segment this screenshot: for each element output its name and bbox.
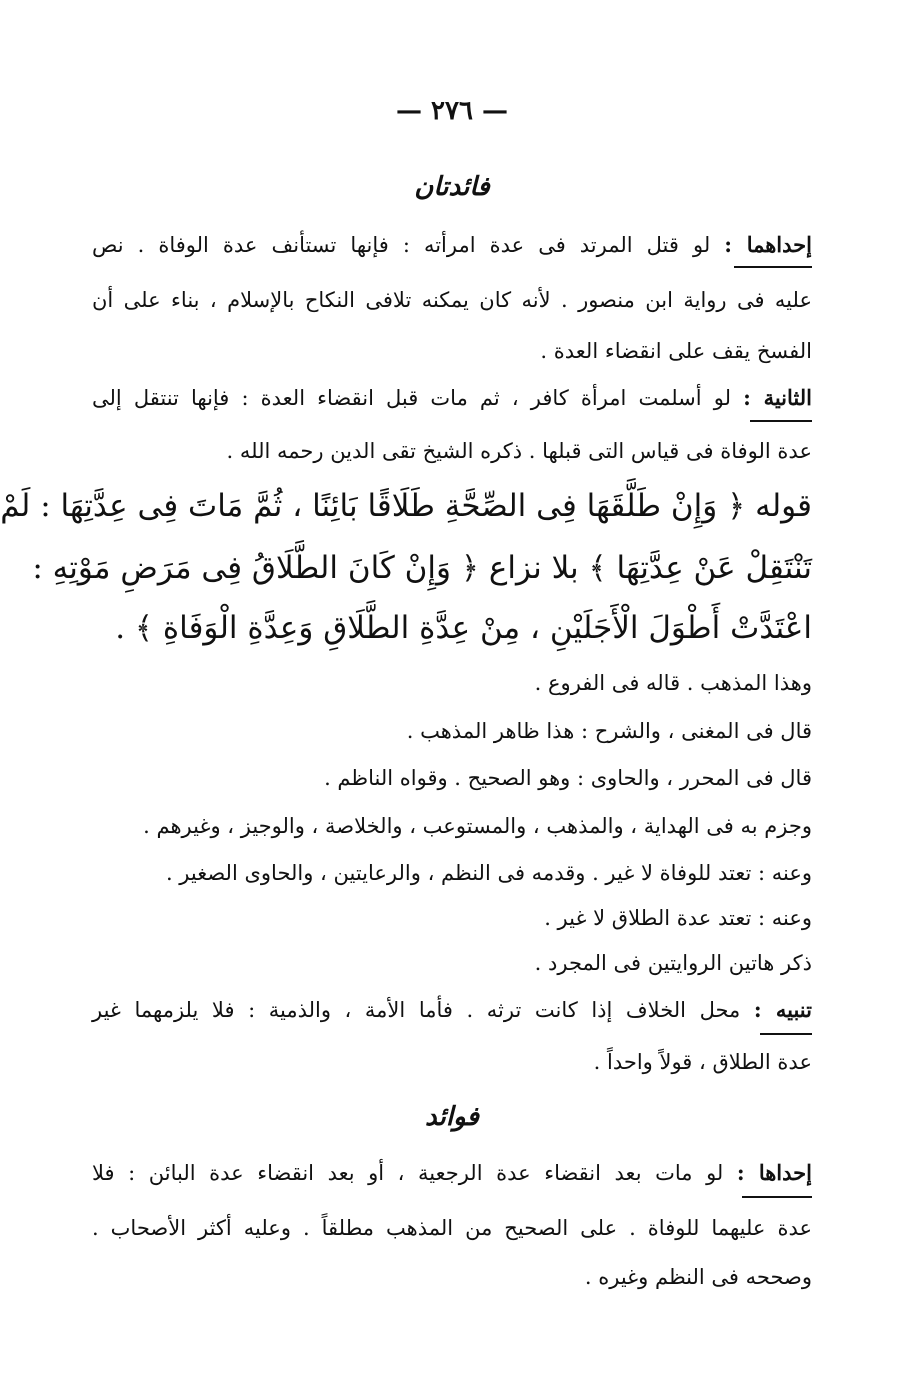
- para-2-text-1: لو أسلمت امرأة كافر ، ثم مات قبل انقضاء العدة : فإنها تنتقل إلى: [92, 386, 731, 410]
- body-line-7: ذكر هاتين الروايتين فى المجرد .: [534, 951, 812, 975]
- para-1-line-3: الفسخ يقف على انقضاء العدة .: [540, 339, 812, 363]
- quote-line-3: اعْتَدَّتْ أَطْوَلَ الْأَجَلَيْنِ ، مِنْ عِدَّةِ الطَّلَاقِ وَعِدَّةِ الْوَفَاةِ ﴾ .: [115, 610, 812, 646]
- body-line-3: قال فى المحرر ، والحاوى : وهو الصحيح . وقواه الناظم .: [324, 766, 812, 790]
- section-heading-fawaid: فوائد: [425, 1102, 479, 1132]
- para-3-lead: إحداها :: [736, 1160, 812, 1185]
- para-2-lead: الثانية :: [743, 385, 812, 410]
- para-1-text-1: لو قتل المرتد فى عدة امرأته : فإنها تستأنف عدة الوفاة . نص: [92, 233, 711, 257]
- note-lead: تنبيه :: [753, 997, 812, 1022]
- note-text-1: محل الخلاف إذا كانت ترثه . فأما الأمة ، والذمية : فلا يلزمهما غير: [92, 998, 741, 1022]
- para-2-line-2: عدة الوفاة فى قياس التى قبلها . ذكره الشيخ تقى الدين رحمه الله .: [226, 439, 812, 463]
- note-line-1: [92, 995, 812, 1025]
- para-1-line-1: [92, 230, 812, 260]
- section-heading-fawaidatan: فائدتان: [414, 172, 490, 202]
- para-3-text-1: لو مات بعد انقضاء عدة الرجعية ، أو بعد انقضاء عدة البائن : فلا: [92, 1161, 724, 1185]
- para-2-line-1: [92, 383, 812, 413]
- para-3-lead-underline: [742, 1196, 812, 1198]
- note-line-2: عدة الطلاق ، قولاً واحداً .: [593, 1050, 812, 1074]
- body-line-5: وعنه : تعتد للوفاة لا غير . وقدمه فى النظم ، والرعايتين ، والحاوى الصغير .: [165, 861, 812, 885]
- para-3-line-2: عدة عليهما للوفاة . على الصحيح من المذهب مطلقاً . وعليه أكثر الأصحاب .: [92, 1216, 812, 1240]
- para-1-lead-underline: [734, 266, 812, 268]
- note-lead-underline: [760, 1033, 812, 1035]
- body-line-4: وجزم به فى الهداية ، والمذهب ، والمستوعب ، والخلاصة ، والوجيز ، وغيرهم .: [143, 814, 812, 838]
- body-line-6: وعنه : تعتد عدة الطلاق لا غير .: [544, 906, 812, 930]
- body-line-2: قال فى المغنى ، والشرح : هذا ظاهر المذهب .: [406, 719, 812, 743]
- quote-line-2: تَنْتَقِلْ عَنْ عِدَّتِهَا ﴾ بلا نزاع ﴿ وَإِنْ كَانَ الطَّلَاقُ فِى مَرَضِ مَوْتِهِ :: [32, 550, 812, 586]
- page-number: — ٢٧٦ —: [395, 96, 509, 126]
- para-3-line-1: [92, 1158, 812, 1188]
- quote-line-1: قوله ﴿ وَإِنْ طَلَّقَهَا فِى الصِّحَّةِ طَلَاقًا بَائِنًا ، ثُمَّ مَاتَ فِى عِدَّتِهَا : لَمْ: [0, 488, 812, 524]
- para-1-lead: إحداهما :: [724, 232, 812, 257]
- para-1-line-2: عليه فى رواية ابن منصور . لأنه كان يمكنه تلافى النكاح بالإسلام ، بناء على أن: [92, 288, 812, 312]
- para-2-lead-underline: [750, 420, 812, 422]
- body-line-1: وهذا المذهب . قاله فى الفروع .: [534, 671, 812, 695]
- para-3-line-3: وصححه فى النظم وغيره .: [584, 1265, 812, 1289]
